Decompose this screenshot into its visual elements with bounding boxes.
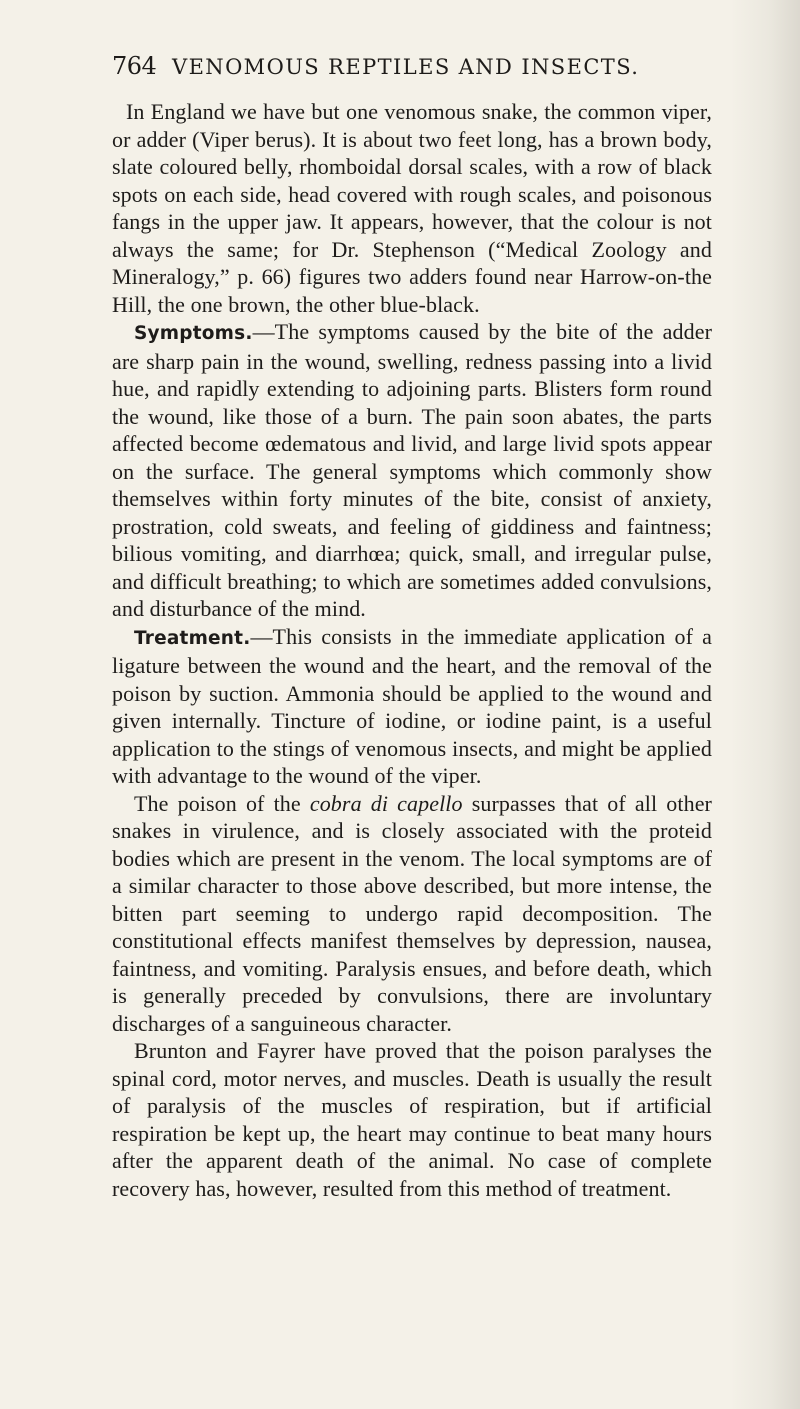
- paragraph-intro: [112, 98, 712, 318]
- page-edge-shadow: [730, 0, 800, 1409]
- paragraph-treatment: [112, 623, 712, 790]
- symptoms-text: —The symptoms caused by the bite of the adder are sharp pain in the wound, swelling, redness passing into a livid hue, and rapidly extending to adjoining parts. Blisters form round the wound, like those of a burn. The pain soon abates, the parts affected become œdematous and livid, and large livid spots appear on the surface. The general symptoms which commonly show themselves within forty minutes of the bite, consist of anxiety, prostration, cold sweats, and feeling of giddiness and faintness; bilious vomiting, and diarrhœa; quick, small, and irregular pulse, and difficult breathing; to which are sometimes added convulsions, and disturbance of the mind.: [112, 319, 712, 621]
- paragraph-symptoms: [112, 318, 712, 623]
- page-number: 764: [112, 52, 157, 80]
- intro-text: In England we have but one venomous snake, the common viper, or adder (Viper berus). It is about two feet long, has a brown body, slate coloured belly, rhomboidal dorsal scales, with a row of black spots on each side, head covered with rough scales, and poisonous fangs in the upper jaw. It appears, however, that the colour is not always the same; for Dr. Stephenson (“Medical Zoology and Mineralogy,” p. 66) figures two adders found near Harrow-on-the Hill, the one brown, the other blue-black.: [112, 99, 712, 317]
- treatment-text: —This consists in the immediate application of a ligature between the wound and the heart, and the removal of the poison by suction. Ammonia should be applied to the wound and given internally. Tincture of iodine, or iodine paint, is a useful application to the stings of venomous insects, and might be applied with advantage to the wound of the viper.: [112, 623, 712, 788]
- symptoms-heading: Symptoms.: [134, 323, 253, 344]
- cobra-text-after: surpasses that of all other snakes in virulence, and is closely associated with the proteid bodies which are present in the venom. The local symptoms are of a similar character to those above described, but more intense, the bitten part seeming to undergo rapid decomposition. The constitutional effects manifest themselves by depression, nausea, faintness, and vomiting. Paralysis ensues, and before death, which is generally preceded by convulsions, there are involuntary discharges of a sanguineous character.: [112, 790, 712, 1036]
- cobra-species-name: cobra di capello: [309, 790, 463, 816]
- paragraph-brunton: [112, 1037, 712, 1202]
- treatment-heading: Treatment.: [134, 627, 251, 649]
- paragraph-cobra: [112, 790, 712, 1038]
- running-title: VENOMOUS REPTILES AND INSECTS.: [172, 55, 640, 79]
- body-text: [112, 98, 712, 1202]
- cobra-text-before: The poison of the: [134, 790, 310, 816]
- brunton-text: Brunton and Fayrer have proved that the poison paralyses the spinal cord, motor nerves, and muscles. Death is usually the result of paralysis of the muscles of respiration, but if artificial respiration be kept up, the heart may continue to beat many hours after the apparent death of the animal. No case of complete recovery has, however, resulted from this method of treatment.: [112, 1038, 712, 1201]
- page-header: [112, 48, 690, 88]
